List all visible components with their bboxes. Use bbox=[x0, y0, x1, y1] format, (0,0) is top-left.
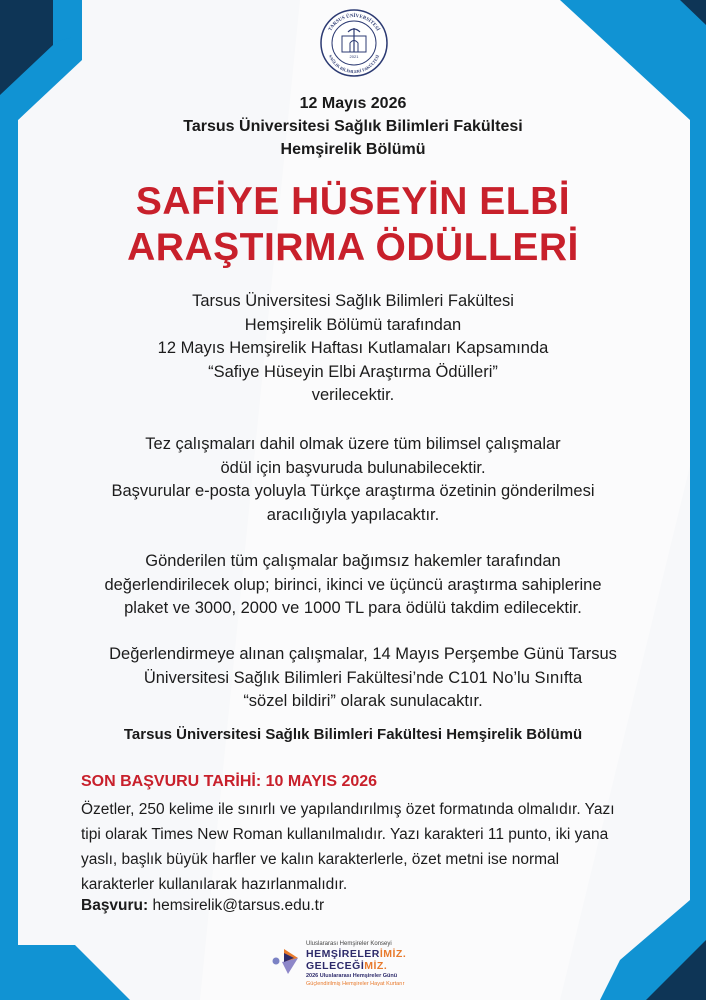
application-label: Başvuru: bbox=[81, 897, 149, 914]
logo-line-4: Güçlendirilmiş Hemşireler Hayat Kurtarır bbox=[306, 981, 405, 987]
text-line: Değerlendirmeye alınan çalışmalar, 14 Mayıs Perşembe Günü Tarsus bbox=[109, 645, 617, 663]
text-line: değerlendirilecek olup; birinci, ikinci ve üçüncü araştırma sahiplerine bbox=[104, 575, 602, 594]
text-line: Tez çalışmaları dahil olmak üzere tüm bilimsel çalışmalar bbox=[145, 435, 561, 453]
seal-top-text: TARSUS ÜNİVERSİTESİ bbox=[328, 13, 380, 33]
text-line: verilecektir. bbox=[311, 386, 395, 404]
deadline-heading: SON BAŞVURU TARİHİ: 10 MAYIS 2026 bbox=[81, 773, 378, 790]
application-email-link[interactable]: hemsirelik@tarsus.edu.tr bbox=[152, 897, 325, 914]
department-name: Hemşirelik Bölümü bbox=[280, 141, 426, 158]
text-line: Tarsus Üniversitesi Sağlık Bilimleri Fakültesi bbox=[192, 292, 514, 310]
logo-line-2-a: GELECEĞİ bbox=[306, 960, 365, 972]
nurses-day-logo bbox=[270, 940, 450, 998]
text-line: plaket ve 3000, 2000 ve 1000 TL para ödülü takdim edilecektir. bbox=[124, 599, 582, 617]
text-line: “sözel bildiri” olarak sunulacaktır. bbox=[243, 692, 483, 710]
text-line: 12 Mayıs Hemşirelik Haftası Kutlamaları Kapsamında bbox=[157, 339, 549, 357]
logo-line-1-b: İMİZ. bbox=[379, 948, 407, 960]
logo-line-1-a: HEMŞİRELER bbox=[306, 948, 380, 960]
text-line: Hemşirelik Bölümü tarafından bbox=[244, 315, 462, 334]
text-line: Gönderilen tüm çalışmalar bağımsız hakemler tarafından bbox=[145, 552, 561, 570]
format-requirements bbox=[81, 797, 631, 897]
university-name: Tarsus Üniversitesi Sağlık Bilimleri Fakültesi bbox=[183, 118, 523, 135]
text-line: “Safiye Hüseyin Elbi Araştırma Ödülleri” bbox=[208, 362, 498, 381]
logo-line-1 bbox=[306, 948, 406, 960]
announcement-paragraph bbox=[60, 290, 646, 408]
evaluation-paragraph bbox=[60, 550, 646, 621]
eligibility-paragraph bbox=[60, 433, 646, 527]
text-line: aracılığıyla yapılacaktır. bbox=[266, 505, 440, 524]
text-line: tipi olarak Times New Roman kullanılmalıdır. Yazı karakteri 11 punto, iki yana bbox=[81, 826, 609, 843]
award-title-line-2: ARAŞTIRMA ÖDÜLLERİ bbox=[127, 226, 579, 269]
organizer-signature: Tarsus Üniversitesi Sağlık Bilimleri Fakültesi Hemşirelik Bölümü bbox=[123, 726, 583, 743]
text-line: yaslı, başlık büyük harfler ve kalın karakterlerle, özet metni ise normal bbox=[81, 851, 560, 868]
award-title-line-1: SAFİYE HÜSEYİN ELBİ bbox=[135, 180, 571, 223]
presentation-paragraph bbox=[70, 643, 656, 714]
application-contact bbox=[81, 895, 324, 917]
text-line: Üniversitesi Sağlık Bilimleri Fakültesi’nde C101 No’lu Sınıfta bbox=[143, 668, 583, 687]
event-date: 12 Mayıs 2026 bbox=[299, 95, 407, 112]
logo-line-2-b: MİZ. bbox=[364, 960, 388, 972]
logo-line-3: 2026 Uluslararası Hemşireler Günü bbox=[306, 973, 398, 979]
seal-year: 2021 bbox=[349, 54, 359, 59]
icn-logo-mark-icon bbox=[272, 944, 304, 976]
logo-line-2 bbox=[306, 960, 387, 972]
text-line: karakterler kullanılarak hazırlanmalıdır. bbox=[81, 876, 348, 893]
university-seal-logo bbox=[319, 8, 389, 78]
text-line: Başvurular e-posta yoluyla Türkçe araştırma özetinin gönderilmesi bbox=[111, 482, 595, 500]
text-line: Özetler, 250 kelime ile sınırlı ve yapılandırılmış özet formatında olmalıdır. Yazı bbox=[81, 801, 615, 818]
text-line: ödül için başvuruda bulunabilecektir. bbox=[220, 458, 486, 477]
seal-bottom-text: SAĞLIK BİLİMLERİ FAKÜLTESİ bbox=[327, 53, 381, 75]
logo-org-name: Uluslararası Hemşireler Konseyi bbox=[306, 941, 392, 947]
